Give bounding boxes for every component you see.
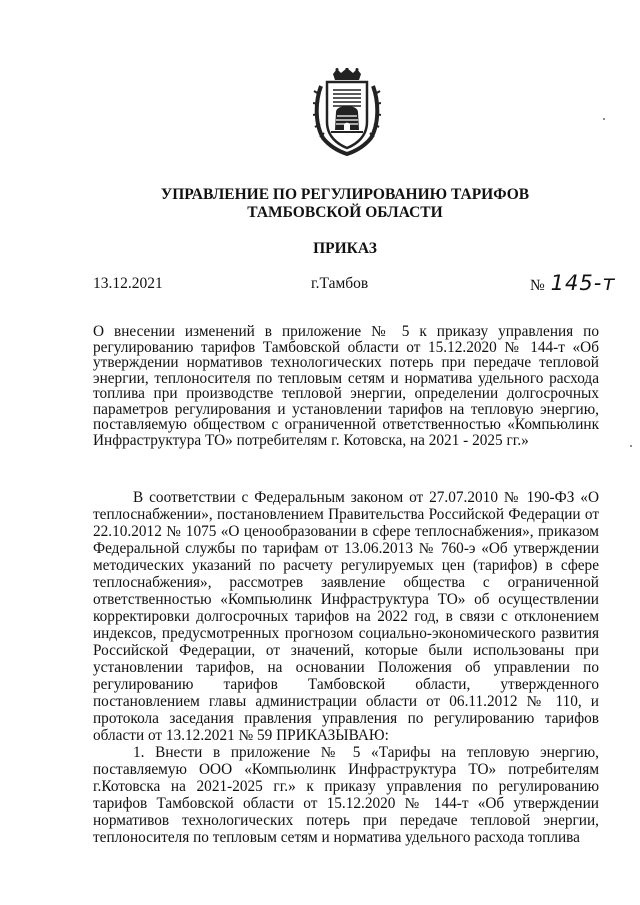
scan-speck: [630, 445, 632, 447]
order-date: 13.12.2021: [93, 275, 163, 292]
coat-of-arms-emblem: [313, 68, 381, 156]
coat-of-arms-icon: [313, 68, 381, 156]
org-title-line-2: ТАМБОВСКОЙ ОБЛАСТИ: [247, 204, 443, 221]
order-city: г.Тамбов: [311, 275, 369, 292]
order-number: [530, 271, 616, 295]
order-subject: О внесении изменений в приложение № 5 к приказу управления по регулированию тарифов Тамбовской области от 15.12.2020 № 144-т «Об утверждении нормативов технологических потерь при передаче тепловой энергии, теплоносителя по тепловым сетям и норматива удельного расхода топлива при производстве тепловой энергии, определении долгосрочных параметров регулирования и установлении тарифов на тепловую энергию, поставляемую обществом с ограниченной ответственностью «Компьюлинк Инфраструктура ТО» потребителям г. Котовска, на 2021 - 2025 гг.»: [93, 323, 599, 449]
order-body: [93, 489, 599, 846]
body-paragraph-1: В соответствии с Федеральным законом от 27.07.2010 № 190-ФЗ «О теплоснабжении», постановлением Правительства Российской Федерации от 22.10.2012 № 1075 «О ценообразовании в сфере теплоснабжения», приказом Федеральной службы по тарифам от 13.06.2013 № 760-э «Об утверждении методических указаний по расчету регулируемых цен (тарифов) в сфере теплоснабжения», рассмотрев заявление общества с ограниченной ответственностью «Компьюлинк Инфраструктура ТО» об осуществлении корректировки долгосрочных тарифов на 2022 год, в связи с отклонением индексов, предусмотренных прогнозом социально-экономического развития Российской Федерации, от значений, которые были использованы при установлении тарифов, на основании Положения об управлении по регулированию тарифов Тамбовской области, утвержденного постановлением главы администрации области от 06.11.2012 № 110, и протокола заседания правления управления по регулированию тарифов области от 13.12.2021 № 59 ПРИКАЗЫВАЮ:: [93, 489, 599, 744]
document-type: ПРИКАЗ: [313, 240, 377, 257]
order-number-handwritten: 145-т: [550, 271, 616, 295]
org-title-line-1: УПРАВЛЕНИЕ ПО РЕГУЛИРОВАНИЮ ТАРИФОВ: [160, 186, 530, 203]
organization-title: [0, 186, 640, 222]
order-number-prefix: №: [530, 277, 545, 294]
scan-speck: [603, 118, 605, 120]
body-paragraph-2: 1. Внести в приложение № 5 «Тарифы на тепловую энергию, поставляемую ООО «Компьюлинк Инфраструктура ТО» потребителям г.Котовска на 2021-2025 гг.» к приказу управления по регулированию тарифов Тамбовской области от 15.12.2020 № 144-т «Об утверждении нормативов технологических потерь при передаче тепловой энергии, теплоносителя по тепловым сетям и норматива удельного расхода топлива: [93, 744, 599, 846]
